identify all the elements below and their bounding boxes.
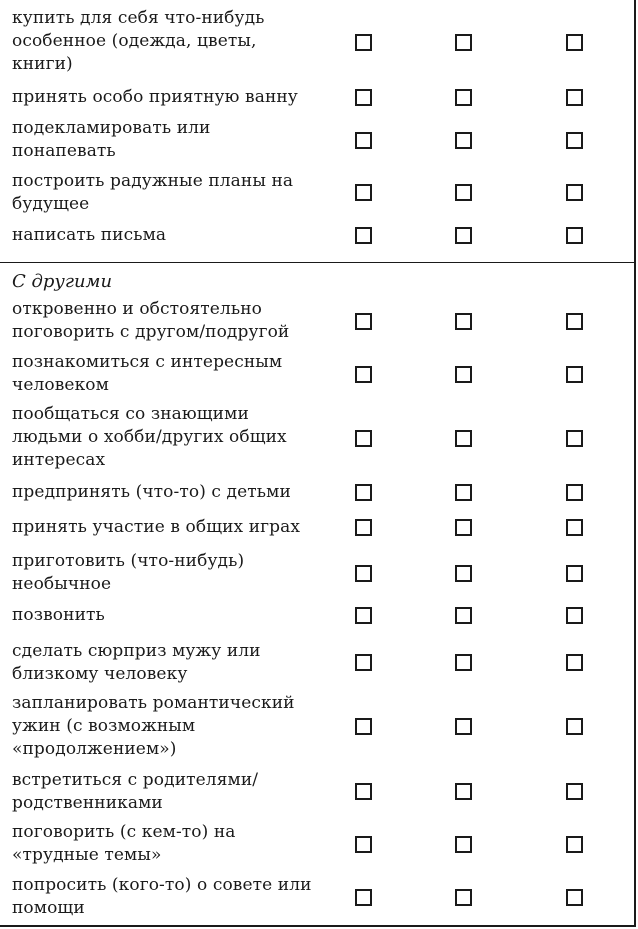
checkbox-column-1[interactable] (355, 34, 372, 51)
activities-alone-section (0, 0, 634, 262)
checkbox-column-3[interactable] (566, 184, 583, 201)
checkbox-column-3[interactable] (566, 519, 583, 536)
activity-label: приготовить (что-нибудь) необычное (12, 551, 245, 594)
activity-label: откровенно и обстоятельно поговорить с другом/подругой (12, 299, 290, 342)
activity-label: принять особо приятную ванну (12, 87, 298, 107)
activity-label: поговорить (с кем-то) на «трудные темы» (12, 822, 236, 865)
activity-label: позвонить (12, 605, 105, 625)
checkbox-column-2[interactable] (455, 34, 472, 51)
activity-label: написать письма (12, 225, 167, 245)
checkbox-column-1[interactable] (355, 565, 372, 582)
checkbox-column-1[interactable] (355, 184, 372, 201)
checkbox-column-2[interactable] (455, 313, 472, 330)
checkbox-column-3[interactable] (566, 430, 583, 447)
activity-label: предпринять (что-то) с детьми (12, 482, 291, 502)
activity-label: построить радужные планы на будущее (12, 171, 294, 214)
checkbox-column-3[interactable] (566, 132, 583, 149)
checkbox-column-3[interactable] (566, 654, 583, 671)
checkbox-column-2[interactable] (455, 654, 472, 671)
checkbox-column-1[interactable] (355, 366, 372, 383)
checkbox-column-3[interactable] (566, 89, 583, 106)
checkbox-column-1[interactable] (355, 313, 372, 330)
checkbox-column-3[interactable] (566, 718, 583, 735)
activity-label: попросить (кого-то) о совете или помощи (12, 875, 312, 918)
checkbox-column-1[interactable] (355, 718, 372, 735)
checkbox-column-2[interactable] (455, 718, 472, 735)
checkbox-column-2[interactable] (455, 565, 472, 582)
checkbox-column-2[interactable] (455, 89, 472, 106)
activity-label: пообщаться со знающими людьми о хобби/других общих интересах (12, 404, 287, 470)
checkbox-column-1[interactable] (355, 484, 372, 501)
checkbox-column-1[interactable] (355, 607, 372, 624)
checkbox-column-1[interactable] (355, 132, 372, 149)
checkbox-column-3[interactable] (566, 889, 583, 906)
checkbox-column-2[interactable] (455, 836, 472, 853)
checkbox-column-1[interactable] (355, 889, 372, 906)
checkbox-column-1[interactable] (355, 783, 372, 800)
activity-label: познакомиться с интересным человеком (12, 352, 283, 395)
checkbox-column-3[interactable] (566, 313, 583, 330)
checkbox-column-1[interactable] (355, 227, 372, 244)
checkbox-column-2[interactable] (455, 132, 472, 149)
checkbox-column-2[interactable] (455, 366, 472, 383)
activity-label: принять участие в общих играх (12, 517, 301, 537)
checkbox-column-3[interactable] (566, 836, 583, 853)
section-heading: С другими (12, 271, 113, 292)
checkbox-column-2[interactable] (455, 430, 472, 447)
activity-label: купить для себя что-нибудь особенное (одежда, цветы, книги) (12, 8, 265, 74)
checkbox-column-2[interactable] (455, 484, 472, 501)
checkbox-column-3[interactable] (566, 607, 583, 624)
checkbox-column-3[interactable] (566, 366, 583, 383)
activity-label: запланировать романтический ужин (с возможным «продолжением») (12, 693, 295, 759)
activities-with-others-section (0, 262, 634, 926)
checkbox-column-3[interactable] (566, 783, 583, 800)
checkbox-column-3[interactable] (566, 227, 583, 244)
checkbox-column-3[interactable] (566, 34, 583, 51)
checkbox-column-2[interactable] (455, 184, 472, 201)
checkbox-column-3[interactable] (566, 565, 583, 582)
checkbox-column-2[interactable] (455, 889, 472, 906)
checkbox-column-1[interactable] (355, 654, 372, 671)
checkbox-column-2[interactable] (455, 227, 472, 244)
checkbox-column-2[interactable] (455, 519, 472, 536)
activity-label: сделать сюрприз мужу или близкому человеку (12, 641, 261, 684)
checkbox-column-1[interactable] (355, 430, 372, 447)
checkbox-column-1[interactable] (355, 836, 372, 853)
checkbox-column-2[interactable] (455, 607, 472, 624)
activity-label: подекламировать или понапевать (12, 118, 211, 161)
activity-label: встретиться с родителями/ родственниками (12, 770, 259, 813)
checkbox-column-2[interactable] (455, 783, 472, 800)
checkbox-column-1[interactable] (355, 89, 372, 106)
checkbox-column-1[interactable] (355, 519, 372, 536)
checkbox-column-3[interactable] (566, 484, 583, 501)
